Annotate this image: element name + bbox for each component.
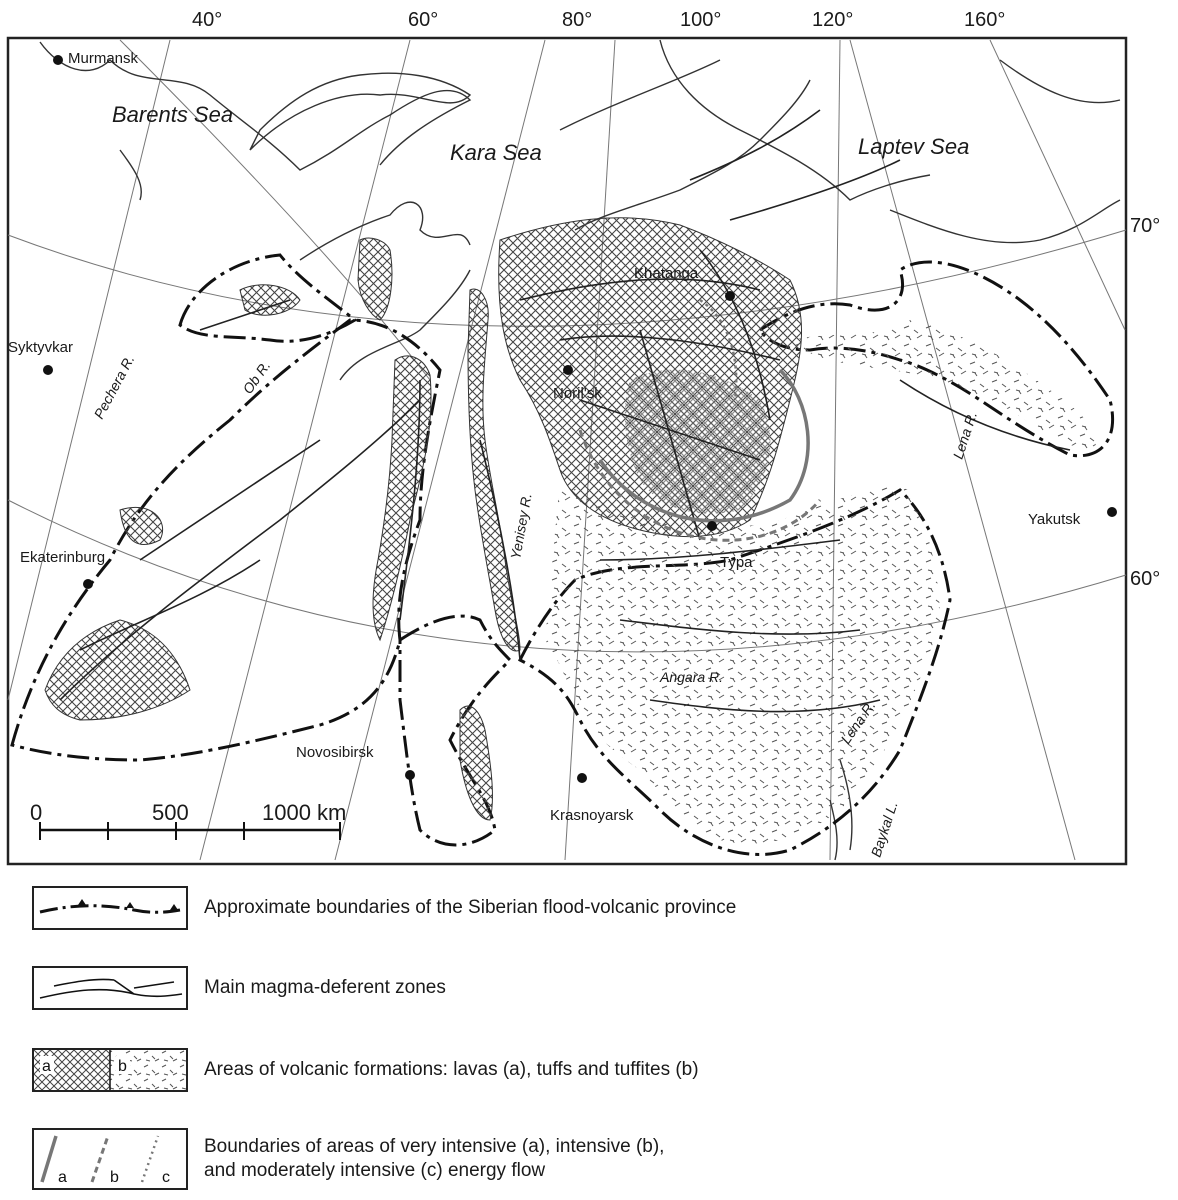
legend-sym-c: c bbox=[162, 1169, 170, 1186]
legend-item-magma-zones bbox=[32, 966, 446, 1010]
city-label: Murmansk bbox=[68, 50, 139, 67]
legend-label bbox=[204, 1135, 664, 1183]
legend-label-line1: Boundaries of areas of very intensive (a), intensive (b), bbox=[204, 1136, 665, 1157]
legend-label: Approximate boundaries of the Siberian flood-volcanic province bbox=[204, 897, 737, 918]
city-label: Noril'sk bbox=[553, 385, 602, 402]
legend-sym-b: b bbox=[118, 1058, 127, 1075]
legend-sym-a: a bbox=[58, 1169, 67, 1186]
longitude-label: 40° bbox=[192, 9, 223, 31]
legend-label: Main magma-deferent zones bbox=[204, 977, 446, 998]
legend-sym-b: b bbox=[110, 1169, 119, 1186]
latitude-label: 60° bbox=[1130, 568, 1161, 590]
scale-bar bbox=[30, 800, 346, 840]
city-label: Khatanga bbox=[634, 265, 699, 282]
longitude-label: 160° bbox=[964, 9, 1006, 31]
legend-symbol-boundary bbox=[32, 886, 188, 930]
legend-label: Areas of volcanic formations: lavas (a), tuffs and tuffites (b) bbox=[204, 1059, 699, 1080]
legend-symbol-volcanic bbox=[32, 1048, 188, 1092]
sea-label: Kara Sea bbox=[450, 140, 542, 165]
city-label: Ekaterinburg bbox=[20, 549, 106, 566]
legend-item-boundaries bbox=[32, 886, 736, 930]
city-label: Typa bbox=[720, 554, 753, 571]
river-label: Yenisey R. bbox=[507, 491, 535, 561]
legend-label-line2: and moderately intensive (c) energy flow bbox=[204, 1160, 546, 1181]
legend-symbol-energy-flow bbox=[32, 1128, 188, 1190]
river-label: Pechera R. bbox=[90, 352, 138, 422]
river-label: Baykal L. bbox=[867, 799, 901, 859]
sea-label: Barents Sea bbox=[112, 102, 234, 127]
city-label: Krasnoyarsk bbox=[550, 807, 634, 824]
city-label: Yakutsk bbox=[1028, 511, 1081, 528]
legend-item-energy-flow bbox=[32, 1128, 664, 1190]
river-label: Ob R. bbox=[239, 357, 274, 397]
legend-item-volcanic-areas bbox=[32, 1048, 699, 1092]
longitude-label: 120° bbox=[812, 9, 854, 31]
scale-label-1000km: 1000 km bbox=[262, 800, 347, 825]
longitude-label: 100° bbox=[680, 9, 722, 31]
river-label: Lena R. bbox=[837, 697, 879, 747]
sea-label: Laptev Sea bbox=[858, 134, 970, 159]
city-label: Syktyvkar bbox=[8, 339, 74, 356]
scale-label-0: 0 bbox=[30, 800, 43, 825]
latitude-label: 70° bbox=[1130, 215, 1161, 237]
river-label: Lena R. bbox=[949, 409, 981, 461]
longitude-label: 80° bbox=[562, 9, 593, 31]
legend-sym-a: a bbox=[42, 1058, 51, 1075]
river-label: Angara R. bbox=[660, 669, 724, 685]
scale-label-500: 500 bbox=[152, 800, 189, 825]
legend-symbol-magma-zones bbox=[32, 966, 188, 1010]
city-label: Novosibirsk bbox=[296, 744, 374, 761]
longitude-label: 60° bbox=[408, 9, 439, 31]
